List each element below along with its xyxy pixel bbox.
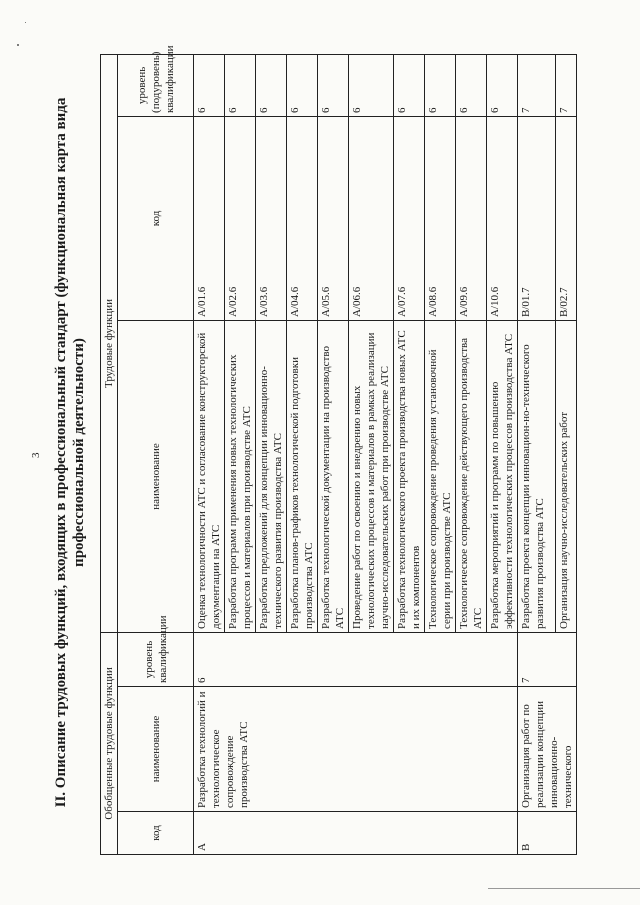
function-code: A/04.6 bbox=[287, 116, 318, 320]
function-level: 6 bbox=[225, 54, 256, 116]
page-number: 3 bbox=[30, 452, 42, 458]
header-labor-functions: Трудовые функции bbox=[101, 54, 118, 632]
function-name: Разработка проекта концепции инновацион-но-технического развития производства АТС bbox=[518, 320, 556, 632]
function-name: Оценка технологичности АТС и согласование конструкторской документации на АТС bbox=[194, 320, 225, 632]
function-name: Разработка технологической документации на производство АТС bbox=[318, 320, 349, 632]
group-code: B bbox=[518, 812, 577, 855]
header-level-2: уровень (подуровень) квалификации bbox=[118, 54, 194, 116]
function-code: A/06.6 bbox=[349, 116, 394, 320]
function-level: 6 bbox=[425, 54, 456, 116]
function-code: A/05.6 bbox=[318, 116, 349, 320]
header-name-2: наименование bbox=[118, 320, 194, 632]
section-heading bbox=[52, 0, 88, 905]
function-code: A/09.6 bbox=[456, 116, 487, 320]
header-row-1 bbox=[101, 54, 118, 854]
function-level: 6 bbox=[349, 54, 394, 116]
function-code: A/03.6 bbox=[256, 116, 287, 320]
table-row bbox=[194, 54, 225, 854]
function-code: A/07.6 bbox=[394, 116, 425, 320]
function-code: B/02.7 bbox=[556, 116, 577, 320]
function-code: A/08.6 bbox=[425, 116, 456, 320]
function-name: Проведение работ по освоению и внедрению новых технологических процессов и материалов в рамках реализации научно-исследовательских работ при производстве АТС bbox=[349, 320, 394, 632]
header-row-2 bbox=[118, 54, 194, 854]
functional-map-table bbox=[100, 45, 577, 855]
group-level: 7 bbox=[518, 632, 577, 686]
function-level: 6 bbox=[394, 54, 425, 116]
function-level: 7 bbox=[518, 54, 556, 116]
function-code: A/02.6 bbox=[225, 116, 256, 320]
header-name: наименование bbox=[118, 687, 194, 812]
function-level: 6 bbox=[456, 54, 487, 116]
heading-line-1: II. Описание трудовых функций, входящих в профессиональный стандарт (функциональная карта вида bbox=[53, 97, 69, 808]
header-code: код bbox=[118, 812, 194, 855]
function-name: Разработка планов-графиков технологической подготовки производства АТС bbox=[287, 320, 318, 632]
group-name: Организация работ по реализации концепции инновационно-технического bbox=[518, 687, 577, 812]
function-code: B/01.7 bbox=[518, 116, 556, 320]
header-generalized: Обобщенные трудовые функции bbox=[101, 632, 118, 854]
table-row bbox=[518, 54, 556, 854]
scan-edge-line bbox=[488, 888, 640, 889]
function-code: A/01.6 bbox=[194, 116, 225, 320]
function-level: 7 bbox=[556, 54, 577, 116]
header-code-2: код bbox=[118, 116, 194, 320]
function-name: Разработка мероприятий и программ по повышению эффективности технологических процессов производства АТС bbox=[487, 320, 518, 632]
function-name: Разработка предложений для концепции инновационно-технического развития производства АТС bbox=[256, 320, 287, 632]
group-code: A bbox=[194, 812, 518, 855]
function-name: Организация научно-исследовательских работ bbox=[556, 320, 577, 632]
function-code: A/10.6 bbox=[487, 116, 518, 320]
function-name: Технологическое сопровождение проведения установочной серии при производстве АТС bbox=[425, 320, 456, 632]
function-name: Технологическое сопровождение действующего производства АТС bbox=[456, 320, 487, 632]
heading-line-2: профессиональной деятельности) bbox=[71, 338, 87, 567]
function-level: 6 bbox=[256, 54, 287, 116]
function-name: Разработка технологического проекта производства новых АТС и их компонентов bbox=[394, 320, 425, 632]
function-level: 6 bbox=[487, 54, 518, 116]
function-level: 6 bbox=[194, 54, 225, 116]
header-level: уровень квалификации bbox=[118, 632, 194, 686]
function-name: Разработка программ применения новых технологических процессов и материалов при производстве АТС bbox=[225, 320, 256, 632]
group-name: Разработка технологий и технологическое сопровождение производства АТС bbox=[194, 687, 518, 812]
group-level: 6 bbox=[194, 632, 518, 686]
function-level: 6 bbox=[287, 54, 318, 116]
function-level: 6 bbox=[318, 54, 349, 116]
